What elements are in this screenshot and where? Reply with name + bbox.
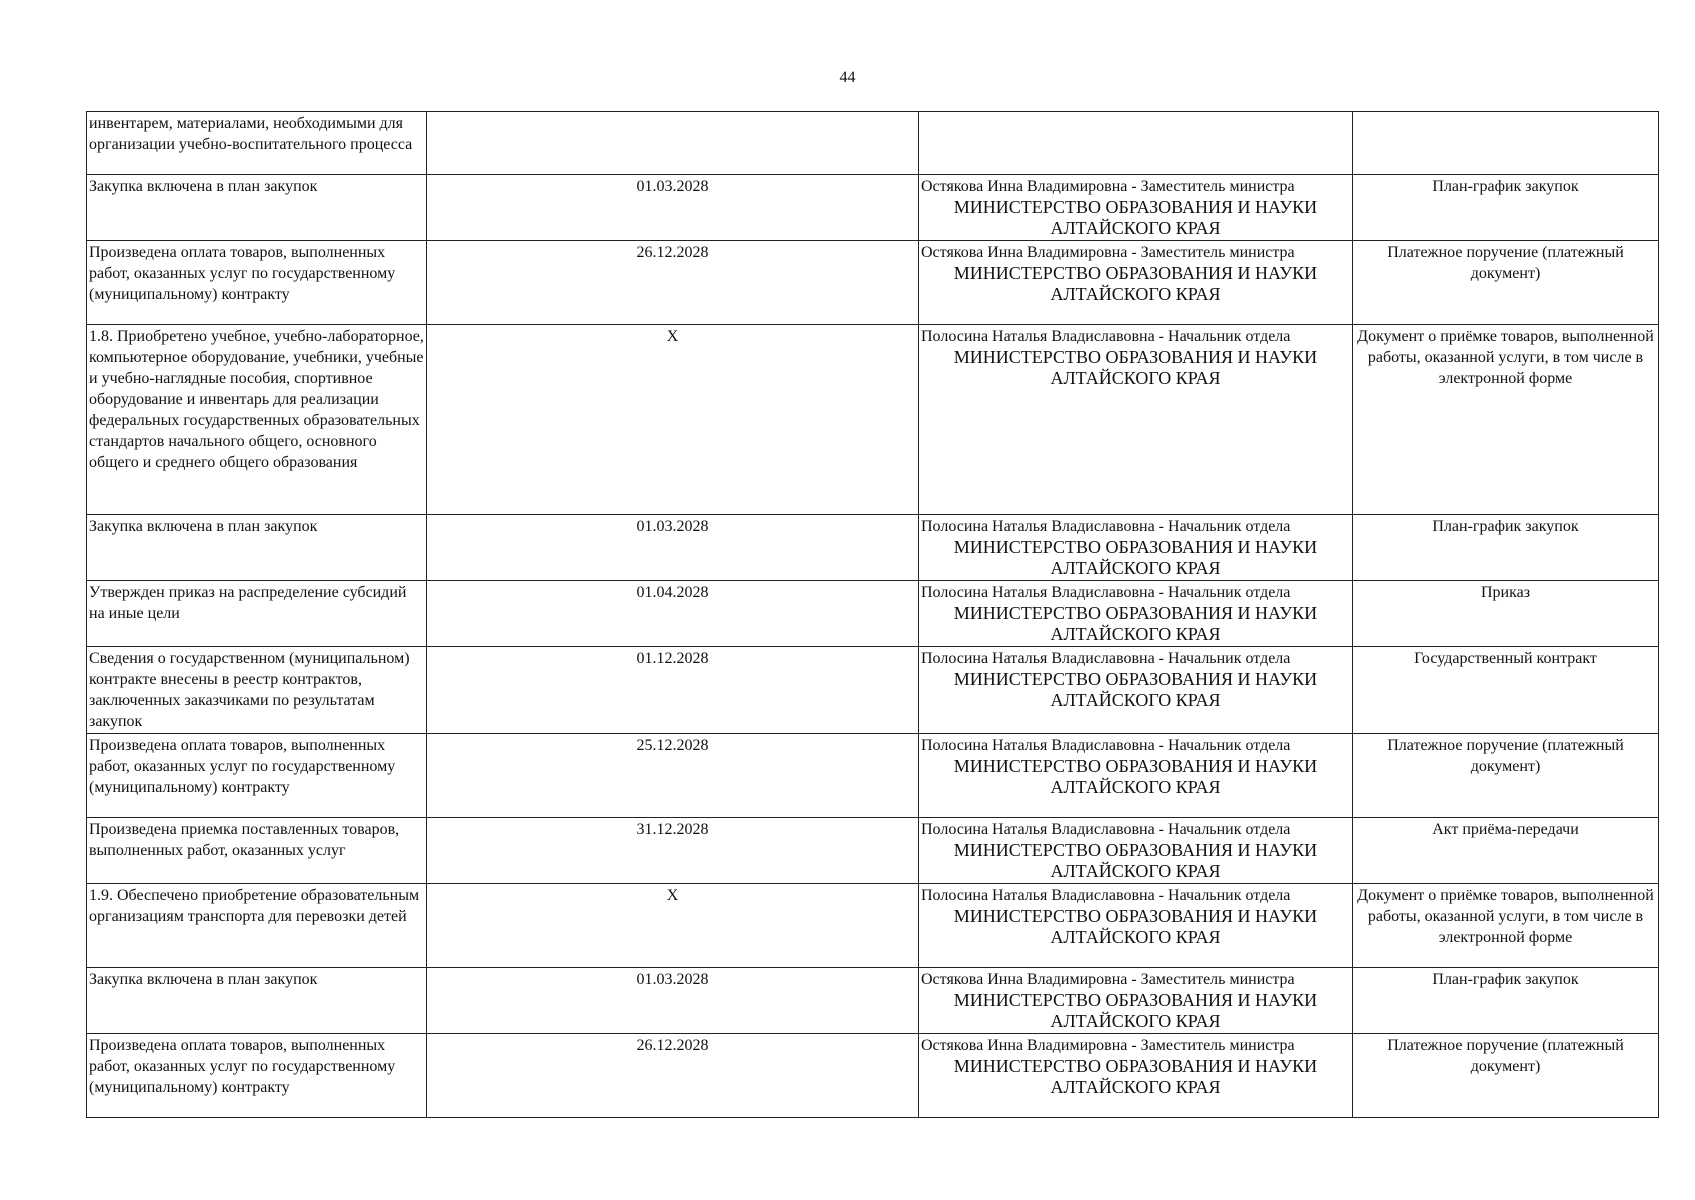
responsible-cell (919, 112, 1353, 175)
event-description-cell: 1.9. Обеспечено приобретение образовательным организациям транспорта для перевозки детей (87, 884, 427, 968)
responsible-cell (919, 515, 1353, 581)
date-cell: 25.12.2028 (427, 734, 919, 818)
responsible-cell (919, 734, 1353, 818)
table-row (87, 1034, 1659, 1118)
responsible-org: МИНИСТЕРСТВО ОБРАЗОВАНИЯ И НАУКИ АЛТАЙСКОГО КРАЯ (953, 603, 1318, 644)
date-cell: 01.03.2028 (427, 968, 919, 1034)
table-row (87, 968, 1659, 1034)
date-cell: X (427, 325, 919, 515)
table-row (87, 515, 1659, 581)
event-description-cell: инвентарем, материалами, необходимыми для организации учебно-воспитательного процесса (87, 112, 427, 175)
responsible-name: Полосина Наталья Владиславовна - Начальник отдела (921, 737, 1291, 754)
event-description-cell: Произведена оплата товаров, выполненных работ, оказанных услуг по государственному (муниципальному) контракту (87, 1034, 427, 1118)
event-description-cell: Закупка включена в план закупок (87, 175, 427, 241)
document-type-cell (1353, 112, 1659, 175)
responsible-name: Полосина Наталья Владиславовна - Начальник отдела (921, 584, 1291, 601)
responsible-name: Полосина Наталья Владиславовна - Начальник отдела (921, 328, 1291, 345)
date-cell: 31.12.2028 (427, 818, 919, 884)
document-type-cell: План-график закупок (1353, 515, 1659, 581)
event-description-cell: 1.8. Приобретено учебное, учебно-лабораторное, компьютерное оборудование, учебники, учебные и учебно-наглядные пособия, спортивное оборудование и инвентарь для реализации федеральных государственных образовательных стандартов начального общего, основного общего и среднего общего образования (87, 325, 427, 515)
responsible-cell (919, 581, 1353, 647)
responsible-org: МИНИСТЕРСТВО ОБРАЗОВАНИЯ И НАУКИ АЛТАЙСКОГО КРАЯ (953, 906, 1318, 947)
responsible-cell (919, 1034, 1353, 1118)
date-cell: 26.12.2028 (427, 241, 919, 325)
responsible-name: Остякова Инна Владимировна - Заместитель министра (921, 1037, 1295, 1054)
document-type-cell: Документ о приёмке товаров, выполненной работы, оказанной услуги, в том числе в электронной форме (1353, 884, 1659, 968)
document-type-cell: План-график закупок (1353, 968, 1659, 1034)
document-type-cell: Приказ (1353, 581, 1659, 647)
document-type-cell: Акт приёма-передачи (1353, 818, 1659, 884)
date-cell: 01.03.2028 (427, 515, 919, 581)
table-row (87, 884, 1659, 968)
plan-table-body (87, 112, 1659, 1118)
event-description-cell: Произведена приемка поставленных товаров, выполненных работ, оказанных услуг (87, 818, 427, 884)
responsible-cell (919, 241, 1353, 325)
event-description-cell: Произведена оплата товаров, выполненных работ, оказанных услуг по государственному (муниципальному) контракту (87, 734, 427, 818)
responsible-org: МИНИСТЕРСТВО ОБРАЗОВАНИЯ И НАУКИ АЛТАЙСКОГО КРАЯ (953, 347, 1318, 388)
document-type-cell: Государственный контракт (1353, 647, 1659, 734)
responsible-cell (919, 325, 1353, 515)
responsible-cell (919, 818, 1353, 884)
responsible-cell (919, 175, 1353, 241)
event-description-cell: Закупка включена в план закупок (87, 968, 427, 1034)
event-description-cell: Утвержден приказ на распределение субсидий на иные цели (87, 581, 427, 647)
table-row (87, 734, 1659, 818)
date-cell (427, 112, 919, 175)
date-cell: X (427, 884, 919, 968)
date-cell: 01.03.2028 (427, 175, 919, 241)
responsible-name: Остякова Инна Владимировна - Заместитель министра (921, 178, 1295, 195)
responsible-cell (919, 647, 1353, 734)
plan-table (86, 111, 1659, 1118)
responsible-name: Полосина Наталья Владиславовна - Начальник отдела (921, 518, 1291, 535)
responsible-name: Остякова Инна Владимировна - Заместитель министра (921, 971, 1295, 988)
table-row (87, 112, 1659, 175)
responsible-org: МИНИСТЕРСТВО ОБРАЗОВАНИЯ И НАУКИ АЛТАЙСКОГО КРАЯ (953, 669, 1318, 710)
responsible-name: Полосина Наталья Владиславовна - Начальник отдела (921, 821, 1291, 838)
table-row (87, 325, 1659, 515)
table-row (87, 241, 1659, 325)
table-row (87, 581, 1659, 647)
document-type-cell: Платежное поручение (платежный документ) (1353, 734, 1659, 818)
document-type-cell: План-график закупок (1353, 175, 1659, 241)
responsible-cell (919, 968, 1353, 1034)
date-cell: 26.12.2028 (427, 1034, 919, 1118)
document-type-cell: Платежное поручение (платежный документ) (1353, 1034, 1659, 1118)
responsible-name: Полосина Наталья Владиславовна - Начальник отдела (921, 650, 1291, 667)
table-row (87, 818, 1659, 884)
table-row (87, 175, 1659, 241)
date-cell: 01.12.2028 (427, 647, 919, 734)
page-number: 44 (839, 69, 856, 86)
responsible-org: МИНИСТЕРСТВО ОБРАЗОВАНИЯ И НАУКИ АЛТАЙСКОГО КРАЯ (953, 537, 1318, 578)
responsible-org: МИНИСТЕРСТВО ОБРАЗОВАНИЯ И НАУКИ АЛТАЙСКОГО КРАЯ (953, 756, 1318, 797)
responsible-org: МИНИСТЕРСТВО ОБРАЗОВАНИЯ И НАУКИ АЛТАЙСКОГО КРАЯ (953, 1056, 1318, 1097)
responsible-name: Полосина Наталья Владиславовна - Начальник отдела (921, 887, 1291, 904)
responsible-org: МИНИСТЕРСТВО ОБРАЗОВАНИЯ И НАУКИ АЛТАЙСКОГО КРАЯ (953, 197, 1318, 238)
event-description-cell: Сведения о государственном (муниципальном) контракте внесены в реестр контрактов, заключенных заказчиками по результатам закупок (87, 647, 427, 734)
document-type-cell: Платежное поручение (платежный документ) (1353, 241, 1659, 325)
table-row (87, 647, 1659, 734)
event-description-cell: Закупка включена в план закупок (87, 515, 427, 581)
responsible-org: МИНИСТЕРСТВО ОБРАЗОВАНИЯ И НАУКИ АЛТАЙСКОГО КРАЯ (953, 263, 1318, 304)
document-type-cell: Документ о приёмке товаров, выполненной работы, оказанной услуги, в том числе в электронной форме (1353, 325, 1659, 515)
responsible-org: МИНИСТЕРСТВО ОБРАЗОВАНИЯ И НАУКИ АЛТАЙСКОГО КРАЯ (953, 840, 1318, 881)
responsible-name: Остякова Инна Владимировна - Заместитель министра (921, 244, 1295, 261)
responsible-org: МИНИСТЕРСТВО ОБРАЗОВАНИЯ И НАУКИ АЛТАЙСКОГО КРАЯ (953, 990, 1318, 1031)
event-description-cell: Произведена оплата товаров, выполненных работ, оказанных услуг по государственному (муниципальному) контракту (87, 241, 427, 325)
responsible-cell (919, 884, 1353, 968)
date-cell: 01.04.2028 (427, 581, 919, 647)
